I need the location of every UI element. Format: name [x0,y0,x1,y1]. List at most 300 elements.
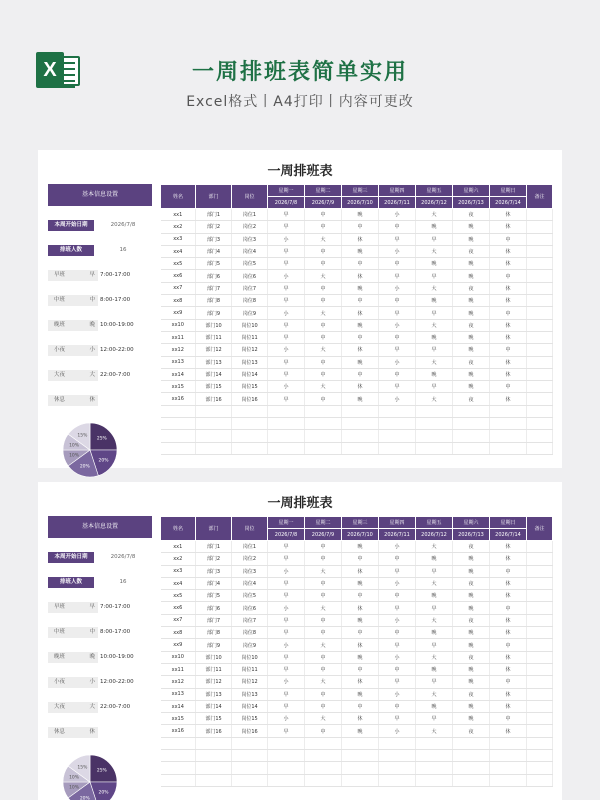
cell-shift[interactable]: 中 [305,651,342,663]
cell-empty[interactable] [232,762,268,774]
cell-post[interactable]: 岗位15 [232,381,268,393]
cell-shift[interactable]: 晚 [342,651,379,663]
cell-empty[interactable] [232,405,268,417]
cell-dept[interactable]: 部门16 [196,393,232,405]
cell-note[interactable] [527,663,553,675]
cell-name[interactable]: xx10 [161,319,196,331]
cell-empty[interactable] [196,418,232,430]
cell-dept[interactable]: 部门12 [196,676,232,688]
cell-shift[interactable]: 中 [305,319,342,331]
cell-dept[interactable]: 部门9 [196,307,232,319]
cell-shift[interactable]: 小 [268,270,305,282]
start-date-value[interactable]: 2026/7/8 [110,554,136,560]
cell-empty[interactable] [305,430,342,442]
cell-empty[interactable] [232,750,268,762]
cell-shift[interactable]: 中 [305,725,342,737]
cell-shift[interactable]: 中 [305,368,342,380]
cell-shift[interactable]: 晚 [453,663,490,675]
cell-empty[interactable] [305,442,342,454]
cell-shift[interactable]: 休 [342,233,379,245]
cell-empty[interactable] [268,418,305,430]
cell-empty[interactable] [196,750,232,762]
cell-dept[interactable]: 部门11 [196,663,232,675]
cell-shift[interactable]: 早 [379,639,416,651]
cell-dept[interactable]: 部门8 [196,295,232,307]
cell-shift[interactable]: 大 [416,725,453,737]
cell-shift[interactable]: 小 [379,209,416,221]
cell-shift[interactable]: 休 [490,331,527,343]
staff-count-value[interactable]: 16 [119,247,127,253]
cell-shift[interactable]: 中 [490,602,527,614]
cell-empty[interactable] [379,774,416,786]
cell-post[interactable]: 岗位2 [232,221,268,233]
cell-dept[interactable]: 部门1 [196,541,232,553]
cell-shift[interactable]: 中 [342,663,379,675]
cell-note[interactable] [527,221,553,233]
cell-shift[interactable]: 早 [416,602,453,614]
cell-empty[interactable] [305,762,342,774]
cell-empty[interactable] [342,442,379,454]
cell-empty[interactable] [161,750,196,762]
cell-name[interactable]: xx3 [161,565,196,577]
cell-note[interactable] [527,319,553,331]
cell-shift[interactable]: 晚 [342,356,379,368]
cell-shift[interactable]: 休 [490,209,527,221]
cell-shift[interactable]: 中 [379,553,416,565]
cell-shift[interactable]: 大 [305,713,342,725]
cell-empty[interactable] [490,418,527,430]
cell-shift[interactable]: 晚 [416,221,453,233]
cell-shift[interactable]: 晚 [453,295,490,307]
cell-dept[interactable]: 部门14 [196,700,232,712]
cell-empty[interactable] [527,737,553,749]
cell-post[interactable]: 岗位5 [232,590,268,602]
cell-empty[interactable] [196,762,232,774]
cell-shift[interactable]: 小 [379,356,416,368]
cell-post[interactable]: 岗位3 [232,565,268,577]
cell-empty[interactable] [527,774,553,786]
cell-shift[interactable]: 小 [379,245,416,257]
cell-shift[interactable]: 晚 [453,700,490,712]
cell-shift[interactable]: 休 [490,393,527,405]
cell-shift[interactable]: 夜 [453,319,490,331]
cell-shift[interactable]: 早 [379,307,416,319]
cell-dept[interactable]: 部门11 [196,331,232,343]
cell-post[interactable]: 岗位11 [232,663,268,675]
cell-shift[interactable]: 休 [342,713,379,725]
cell-shift[interactable]: 大 [416,282,453,294]
cell-empty[interactable] [527,442,553,454]
cell-name[interactable]: xx4 [161,577,196,589]
cell-empty[interactable] [161,737,196,749]
cell-post[interactable]: 岗位16 [232,725,268,737]
cell-shift[interactable]: 休 [490,368,527,380]
cell-name[interactable]: xx11 [161,663,196,675]
cell-post[interactable]: 岗位4 [232,245,268,257]
cell-dept[interactable]: 部门13 [196,356,232,368]
cell-shift[interactable]: 夜 [453,651,490,663]
cell-dept[interactable]: 部门16 [196,725,232,737]
cell-empty[interactable] [490,762,527,774]
cell-empty[interactable] [453,430,490,442]
cell-post[interactable]: 岗位6 [232,270,268,282]
cell-shift[interactable]: 早 [268,295,305,307]
cell-empty[interactable] [161,442,196,454]
cell-note[interactable] [527,688,553,700]
cell-shift[interactable]: 中 [490,713,527,725]
cell-note[interactable] [527,282,553,294]
cell-shift[interactable]: 休 [342,676,379,688]
cell-shift[interactable]: 早 [268,577,305,589]
cell-shift[interactable]: 休 [342,270,379,282]
cell-post[interactable]: 岗位5 [232,258,268,270]
cell-note[interactable] [527,356,553,368]
cell-shift[interactable]: 晚 [416,700,453,712]
cell-shift[interactable]: 休 [342,344,379,356]
cell-name[interactable]: xx1 [161,209,196,221]
cell-shift[interactable]: 早 [379,344,416,356]
cell-shift[interactable]: 大 [305,639,342,651]
cell-shift[interactable]: 休 [490,700,527,712]
cell-shift[interactable]: 晚 [416,590,453,602]
cell-shift[interactable]: 中 [342,590,379,602]
cell-post[interactable]: 岗位9 [232,639,268,651]
cell-name[interactable]: xx5 [161,590,196,602]
cell-shift[interactable]: 中 [490,233,527,245]
cell-shift[interactable]: 早 [379,676,416,688]
cell-dept[interactable]: 部门3 [196,233,232,245]
cell-post[interactable]: 岗位2 [232,553,268,565]
cell-shift[interactable]: 中 [342,627,379,639]
cell-dept[interactable]: 部门2 [196,221,232,233]
cell-empty[interactable] [379,430,416,442]
cell-shift[interactable]: 晚 [453,344,490,356]
cell-empty[interactable] [196,442,232,454]
cell-name[interactable]: xx12 [161,676,196,688]
cell-shift[interactable]: 早 [416,713,453,725]
cell-dept[interactable]: 部门4 [196,245,232,257]
shift-time[interactable] [98,727,152,738]
cell-empty[interactable] [161,430,196,442]
cell-shift[interactable]: 休 [490,627,527,639]
cell-shift[interactable]: 小 [268,565,305,577]
cell-shift[interactable]: 中 [342,221,379,233]
cell-shift[interactable]: 中 [305,700,342,712]
shift-time[interactable]: 8:00-17:00 [100,297,131,303]
cell-dept[interactable]: 部门6 [196,602,232,614]
cell-name[interactable]: xx6 [161,602,196,614]
cell-shift[interactable]: 大 [416,651,453,663]
cell-empty[interactable] [453,442,490,454]
cell-post[interactable]: 岗位14 [232,368,268,380]
cell-empty[interactable] [268,774,305,786]
cell-shift[interactable]: 休 [490,541,527,553]
cell-shift[interactable]: 中 [379,627,416,639]
cell-name[interactable]: xx9 [161,639,196,651]
cell-post[interactable]: 岗位16 [232,393,268,405]
cell-dept[interactable]: 部门10 [196,319,232,331]
cell-empty[interactable] [453,750,490,762]
cell-shift[interactable]: 休 [490,577,527,589]
cell-shift[interactable]: 晚 [342,282,379,294]
cell-shift[interactable]: 休 [342,307,379,319]
cell-shift[interactable]: 中 [490,565,527,577]
cell-empty[interactable] [490,442,527,454]
cell-shift[interactable]: 大 [305,602,342,614]
cell-shift[interactable]: 早 [268,700,305,712]
cell-shift[interactable]: 大 [305,307,342,319]
cell-shift[interactable]: 大 [305,233,342,245]
cell-name[interactable]: xx14 [161,700,196,712]
cell-post[interactable]: 岗位4 [232,577,268,589]
cell-shift[interactable]: 中 [490,639,527,651]
cell-shift[interactable]: 小 [268,233,305,245]
cell-shift[interactable]: 小 [268,639,305,651]
cell-empty[interactable] [490,430,527,442]
cell-name[interactable]: xx7 [161,614,196,626]
cell-empty[interactable] [416,750,453,762]
cell-empty[interactable] [416,737,453,749]
cell-post[interactable]: 岗位10 [232,319,268,331]
cell-empty[interactable] [161,418,196,430]
cell-shift[interactable]: 晚 [453,307,490,319]
cell-note[interactable] [527,368,553,380]
cell-shift[interactable]: 早 [268,651,305,663]
cell-empty[interactable] [268,737,305,749]
cell-shift[interactable]: 休 [490,663,527,675]
cell-shift[interactable]: 晚 [416,663,453,675]
cell-note[interactable] [527,676,553,688]
cell-name[interactable]: xx8 [161,627,196,639]
cell-post[interactable]: 岗位11 [232,331,268,343]
cell-dept[interactable]: 部门7 [196,614,232,626]
cell-dept[interactable]: 部门8 [196,627,232,639]
cell-empty[interactable] [161,405,196,417]
cell-empty[interactable] [232,737,268,749]
cell-shift[interactable]: 中 [305,221,342,233]
cell-dept[interactable]: 部门9 [196,639,232,651]
cell-shift[interactable]: 晚 [453,627,490,639]
shift-time[interactable]: 7:00-17:00 [100,604,131,610]
cell-note[interactable] [527,565,553,577]
cell-note[interactable] [527,295,553,307]
shift-time[interactable]: 10:00-19:00 [100,322,134,328]
cell-shift[interactable]: 晚 [453,565,490,577]
cell-note[interactable] [527,553,553,565]
cell-shift[interactable]: 休 [490,553,527,565]
cell-shift[interactable]: 中 [379,221,416,233]
cell-shift[interactable]: 晚 [453,676,490,688]
cell-shift[interactable]: 大 [416,209,453,221]
cell-empty[interactable] [527,762,553,774]
cell-empty[interactable] [490,737,527,749]
cell-shift[interactable]: 大 [305,676,342,688]
cell-post[interactable]: 岗位12 [232,676,268,688]
cell-empty[interactable] [305,774,342,786]
cell-shift[interactable]: 休 [490,258,527,270]
cell-dept[interactable]: 部门1 [196,209,232,221]
cell-name[interactable]: xx13 [161,356,196,368]
cell-shift[interactable]: 休 [490,356,527,368]
cell-name[interactable]: xx11 [161,331,196,343]
cell-note[interactable] [527,725,553,737]
cell-empty[interactable] [379,442,416,454]
cell-name[interactable]: xx12 [161,344,196,356]
cell-shift[interactable]: 休 [490,295,527,307]
cell-shift[interactable]: 大 [305,565,342,577]
cell-empty[interactable] [379,737,416,749]
cell-empty[interactable] [196,405,232,417]
cell-dept[interactable]: 部门14 [196,368,232,380]
cell-shift[interactable]: 早 [379,233,416,245]
cell-note[interactable] [527,258,553,270]
cell-empty[interactable] [527,418,553,430]
cell-note[interactable] [527,700,553,712]
cell-shift[interactable]: 晚 [453,233,490,245]
cell-shift[interactable]: 大 [416,319,453,331]
cell-empty[interactable] [379,750,416,762]
cell-shift[interactable]: 早 [416,381,453,393]
cell-shift[interactable]: 中 [305,356,342,368]
cell-post[interactable]: 岗位1 [232,541,268,553]
shift-time[interactable]: 12:00-22:00 [100,679,134,685]
cell-empty[interactable] [196,737,232,749]
cell-note[interactable] [527,577,553,589]
cell-empty[interactable] [305,737,342,749]
cell-shift[interactable]: 小 [379,725,416,737]
cell-empty[interactable] [453,418,490,430]
cell-shift[interactable]: 晚 [453,258,490,270]
cell-shift[interactable]: 休 [342,565,379,577]
cell-shift[interactable]: 晚 [342,688,379,700]
cell-shift[interactable]: 中 [305,209,342,221]
cell-shift[interactable]: 夜 [453,725,490,737]
cell-shift[interactable]: 大 [416,614,453,626]
cell-name[interactable]: xx2 [161,553,196,565]
cell-shift[interactable]: 夜 [453,245,490,257]
cell-empty[interactable] [161,762,196,774]
cell-shift[interactable]: 夜 [453,577,490,589]
cell-empty[interactable] [453,405,490,417]
cell-empty[interactable] [232,418,268,430]
cell-post[interactable]: 岗位15 [232,713,268,725]
cell-shift[interactable]: 早 [416,676,453,688]
cell-shift[interactable]: 早 [416,233,453,245]
cell-shift[interactable]: 早 [268,614,305,626]
cell-shift[interactable]: 晚 [416,627,453,639]
cell-shift[interactable]: 中 [342,258,379,270]
cell-shift[interactable]: 早 [268,209,305,221]
cell-shift[interactable]: 晚 [342,319,379,331]
cell-shift[interactable]: 中 [305,553,342,565]
cell-empty[interactable] [416,430,453,442]
shift-time[interactable]: 22:00-7:00 [100,704,131,710]
cell-empty[interactable] [196,430,232,442]
cell-shift[interactable]: 晚 [416,295,453,307]
cell-shift[interactable]: 小 [268,602,305,614]
cell-dept[interactable]: 部门15 [196,713,232,725]
cell-note[interactable] [527,331,553,343]
cell-shift[interactable]: 早 [268,688,305,700]
cell-shift[interactable]: 小 [379,282,416,294]
cell-name[interactable]: xx10 [161,651,196,663]
cell-empty[interactable] [268,405,305,417]
cell-empty[interactable] [342,430,379,442]
cell-shift[interactable]: 小 [379,614,416,626]
cell-shift[interactable]: 大 [416,356,453,368]
cell-shift[interactable]: 中 [305,282,342,294]
cell-shift[interactable]: 大 [305,381,342,393]
cell-post[interactable]: 岗位7 [232,614,268,626]
cell-empty[interactable] [416,405,453,417]
cell-shift[interactable]: 中 [490,381,527,393]
cell-shift[interactable]: 中 [490,344,527,356]
cell-shift[interactable]: 中 [490,307,527,319]
cell-name[interactable]: xx7 [161,282,196,294]
cell-shift[interactable]: 早 [379,565,416,577]
cell-empty[interactable] [416,442,453,454]
cell-shift[interactable]: 休 [342,602,379,614]
cell-dept[interactable]: 部门15 [196,381,232,393]
cell-shift[interactable]: 早 [379,381,416,393]
cell-shift[interactable]: 中 [490,676,527,688]
cell-note[interactable] [527,245,553,257]
cell-shift[interactable]: 晚 [453,331,490,343]
cell-shift[interactable]: 早 [268,258,305,270]
cell-dept[interactable]: 部门7 [196,282,232,294]
cell-empty[interactable] [342,418,379,430]
cell-shift[interactable]: 早 [268,221,305,233]
cell-shift[interactable]: 早 [268,393,305,405]
cell-shift[interactable]: 晚 [416,368,453,380]
cell-empty[interactable] [416,418,453,430]
cell-shift[interactable]: 中 [379,700,416,712]
cell-shift[interactable]: 晚 [342,725,379,737]
cell-empty[interactable] [453,762,490,774]
cell-name[interactable]: xx13 [161,688,196,700]
cell-shift[interactable]: 中 [379,295,416,307]
cell-shift[interactable]: 中 [305,245,342,257]
cell-shift[interactable]: 小 [379,577,416,589]
cell-empty[interactable] [490,750,527,762]
cell-post[interactable]: 岗位7 [232,282,268,294]
cell-shift[interactable]: 晚 [416,553,453,565]
cell-empty[interactable] [342,405,379,417]
cell-post[interactable]: 岗位1 [232,209,268,221]
cell-shift[interactable]: 夜 [453,688,490,700]
cell-empty[interactable] [527,405,553,417]
cell-shift[interactable]: 中 [379,590,416,602]
cell-note[interactable] [527,639,553,651]
cell-shift[interactable]: 早 [268,331,305,343]
cell-post[interactable]: 岗位13 [232,356,268,368]
cell-dept[interactable]: 部门13 [196,688,232,700]
cell-shift[interactable]: 休 [490,590,527,602]
cell-dept[interactable]: 部门3 [196,565,232,577]
cell-shift[interactable]: 早 [268,553,305,565]
cell-shift[interactable]: 夜 [453,209,490,221]
cell-shift[interactable]: 早 [416,565,453,577]
cell-shift[interactable]: 休 [490,688,527,700]
cell-shift[interactable]: 中 [342,368,379,380]
cell-shift[interactable]: 中 [305,614,342,626]
cell-shift[interactable]: 休 [490,319,527,331]
cell-name[interactable]: xx8 [161,295,196,307]
cell-shift[interactable]: 晚 [453,713,490,725]
cell-empty[interactable] [453,737,490,749]
cell-shift[interactable]: 早 [268,627,305,639]
cell-shift[interactable]: 中 [305,541,342,553]
